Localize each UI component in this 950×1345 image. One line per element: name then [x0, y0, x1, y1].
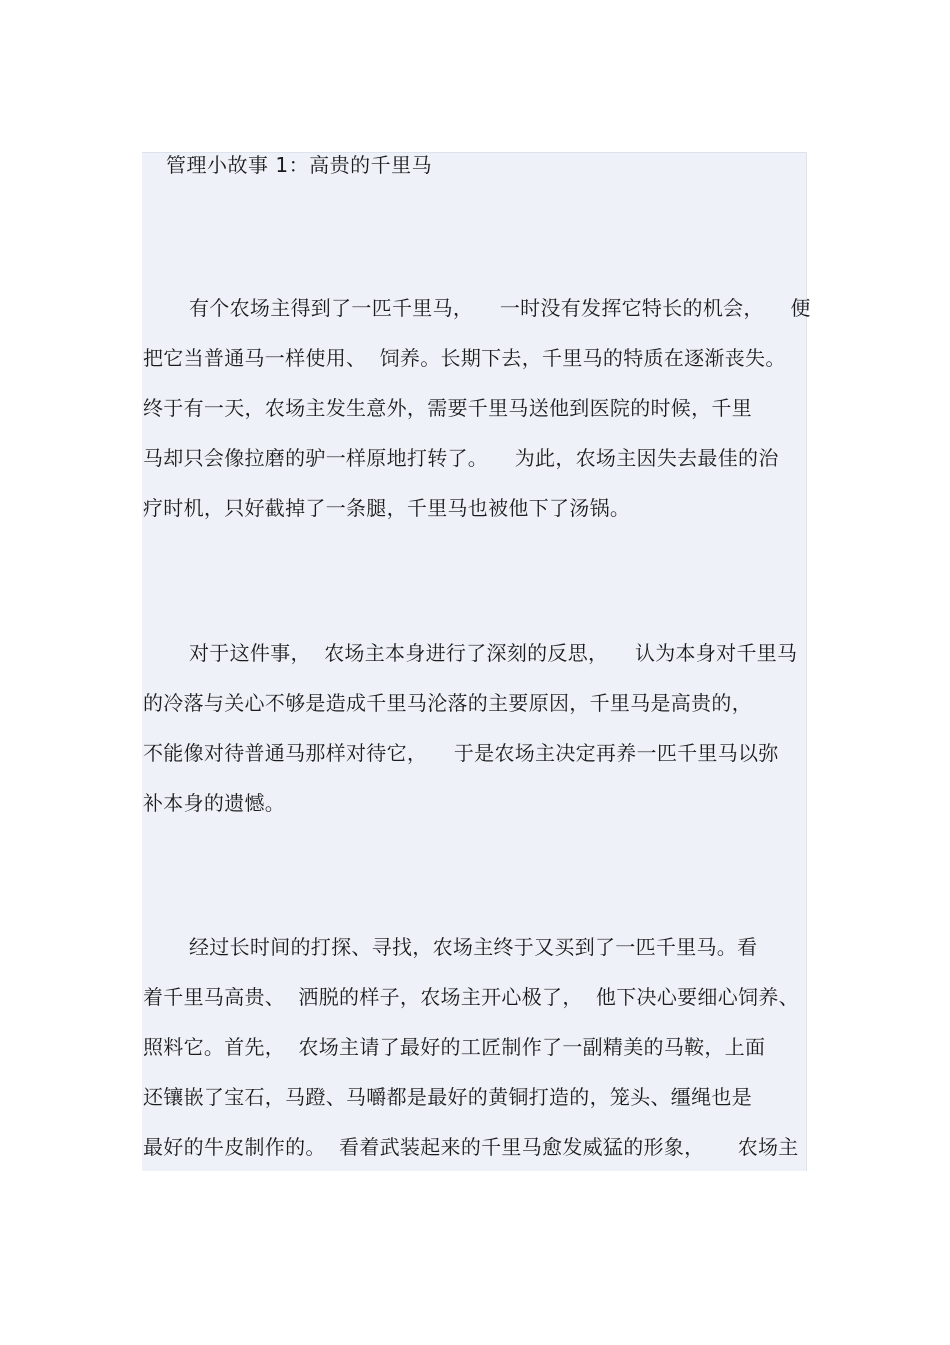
paragraph-line: 把它当普通马一样使用、 饲养。长期下去，千里马的特质在逐渐丧失。: [143, 346, 786, 370]
paragraph-line: 经过长时间的打探、寻找，农场主终于又买到了一匹千里马。看: [189, 935, 758, 959]
paragraph-line: 补本身的遗憾。: [143, 791, 286, 815]
paragraph-line: 对于这件事， 农场主本身进行了深刻的反思， 认为本身对千里马: [189, 641, 798, 665]
paragraph-1: [143, 283, 811, 533]
paragraph-line: 最好的牛皮制作的。 看着武装起来的千里马愈发威猛的形象， 农场主: [143, 1135, 799, 1159]
paragraph-3: [143, 922, 807, 1172]
paragraph-line: 不能像对待普通马那样对待它， 于是农场主决定再养一匹千里马以弥: [143, 741, 779, 765]
paragraph-line: 照料它。首先， 农场主请了最好的工匠制作了一副精美的马鞍，上面: [143, 1035, 766, 1059]
paragraph-line: 马却只会像拉磨的驴一样原地打转了。 为此，农场主因失去最佳的治: [143, 446, 779, 470]
page-title: 管理小故事 1：高贵的千里马: [166, 153, 433, 177]
paragraph-line: 终于有一天，农场主发生意外，需要千里马送他到医院的时候，千里: [143, 396, 752, 420]
paragraph-line: 的冷落与关心不够是造成千里马沦落的主要原因，千里马是高贵的，: [143, 691, 752, 715]
paragraph-line: 有个农场主得到了一匹千里马， 一时没有发挥它特长的机会， 便: [189, 296, 811, 320]
paragraph-2: [143, 628, 807, 828]
paragraph-line: 着千里马高贵、 洒脱的样子，农场主开心极了， 他下决心要细心饲养、: [143, 985, 799, 1009]
paragraph-line: 疗时机，只好截掉了一条腿，千里马也被他下了汤锅。: [143, 496, 631, 520]
paragraph-line: 还镶嵌了宝石，马蹬、马嚼都是最好的黄铜打造的，笼头、缰绳也是: [143, 1085, 752, 1109]
